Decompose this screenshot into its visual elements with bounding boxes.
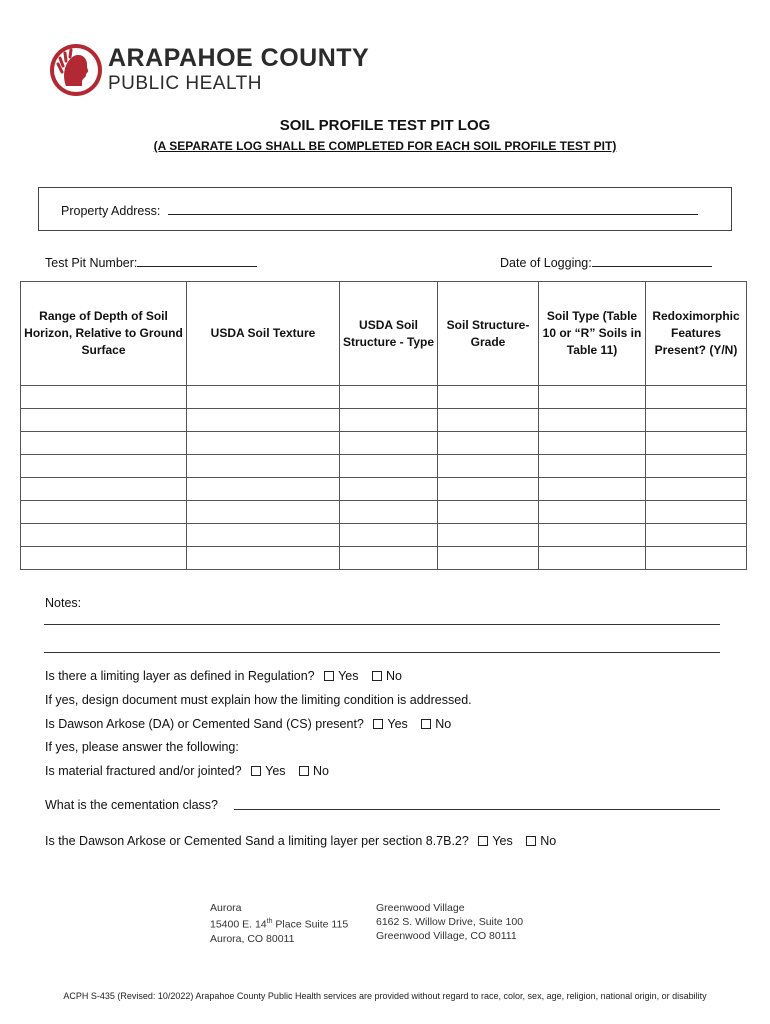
table-cell[interactable] [438,386,539,409]
yes-checkbox[interactable] [373,719,383,729]
date-of-logging-field[interactable] [592,255,712,267]
test-pit-number-row [45,255,257,270]
table-cell[interactable] [340,432,438,455]
table-cell[interactable] [539,409,646,432]
question-text: Is Dawson Arkose (DA) or Cemented Sand (CS) present? [45,717,364,731]
table-cell[interactable] [438,455,539,478]
yes-checkbox[interactable] [478,836,488,846]
limiting-layer-question [45,669,402,683]
table-cell[interactable] [187,432,340,455]
office-city: Greenwood Village, CO 80111 [376,930,517,942]
test-pit-number-label: Test Pit Number: [45,256,138,270]
no-checkbox[interactable] [526,836,536,846]
table-cell[interactable] [340,524,438,547]
table-cell[interactable] [438,547,539,570]
no-label: No [385,669,402,683]
office-street: 15400 E. 14th Place Suite 115 [210,918,349,931]
table-row [21,386,747,409]
table-cell[interactable] [646,501,747,524]
org-name: ARAPAHOE COUNTY [108,44,370,72]
table-cell[interactable] [340,386,438,409]
page-subtitle: (A SEPARATE LOG SHALL BE COMPLETED FOR EACH SOIL PROFILE TEST PIT) [153,139,617,153]
yes-checkbox[interactable] [251,766,261,776]
table-cell[interactable] [646,455,747,478]
no-checkbox[interactable] [372,671,382,681]
table-cell[interactable] [646,386,747,409]
question-text: What is the cementation class? [45,798,218,812]
table-cell[interactable] [21,432,187,455]
table-cell[interactable] [21,409,187,432]
table-cell[interactable] [187,478,340,501]
column-header: Soil Type (Table 10 or “R” Soils in Table 11) [539,282,646,386]
yes-checkbox[interactable] [324,671,334,681]
table-cell[interactable] [21,386,187,409]
property-address-box [38,187,732,231]
yes-label: Yes [387,717,408,731]
no-checkbox[interactable] [299,766,309,776]
yes-label: Yes [492,834,513,848]
table-cell[interactable] [187,547,340,570]
table-cell[interactable] [646,524,747,547]
yes-label: Yes [265,764,286,778]
cementation-question [45,798,218,812]
no-checkbox[interactable] [421,719,431,729]
form-footer: ACPH S-435 (Revised: 10/2022) Arapahoe County Public Health services are provided without regard to race, color, sex, age, religion, national origin, or disability [63,991,707,1001]
logo-emblem-icon [48,42,104,98]
table-row [21,547,747,570]
table-cell[interactable] [539,478,646,501]
org-logo [48,42,388,102]
test-pit-number-field[interactable] [137,255,257,267]
question-text: Is the Dawson Arkose or Cemented Sand a limiting layer per section 8.7B.2? [45,834,469,848]
no-label: No [435,717,452,731]
date-of-logging-row [500,255,712,270]
office-name: Greenwood Village [376,902,465,914]
org-subname: PUBLIC HEALTH [108,73,262,94]
limiting-followup: If yes, design document must explain how the limiting condition is addressed. [45,693,472,707]
column-header: Range of Depth of Soil Horizon, Relative to Ground Surface [21,282,187,386]
table-cell[interactable] [340,478,438,501]
notes-line[interactable] [44,624,720,625]
table-cell[interactable] [438,432,539,455]
column-header: USDA Soil Texture [187,282,340,386]
question-text: Is material fractured and/or jointed? [45,764,242,778]
table-cell[interactable] [539,432,646,455]
notes-line[interactable] [44,652,720,653]
table-body [21,386,747,570]
dawson-arkose-question [45,717,451,731]
no-label: No [540,834,557,848]
table-cell[interactable] [187,524,340,547]
notes-label: Notes: [45,596,82,610]
table-cell[interactable] [438,478,539,501]
table-row [21,432,747,455]
table-cell[interactable] [340,501,438,524]
table-cell[interactable] [438,524,539,547]
column-header: Soil Structure- Grade [438,282,539,386]
page-title: SOIL PROFILE TEST PIT LOG [279,117,491,134]
table-row [21,455,747,478]
date-of-logging-label: Date of Logging: [500,256,592,270]
table-cell[interactable] [21,547,187,570]
property-address-label: Property Address: [61,204,161,218]
question-text: Is there a limiting layer as defined in Regulation? [45,669,315,683]
table-cell[interactable] [438,501,539,524]
yes-label: Yes [338,669,359,683]
office-street: 6162 S. Willow Drive, Suite 100 [376,916,524,928]
table-cell[interactable] [539,455,646,478]
table-cell[interactable] [646,547,747,570]
table-cell[interactable] [187,455,340,478]
column-header: Redoximorphic Features Present? (Y/N) [646,282,747,386]
no-label: No [313,764,329,778]
table-cell[interactable] [646,432,747,455]
table-row [21,478,747,501]
property-address-field[interactable] [168,203,698,215]
fractured-question [45,764,329,778]
limiting-layer-section-question [45,834,556,848]
cementation-class-field[interactable] [234,809,720,810]
aurora-office-address [210,901,348,946]
soil-profile-table [20,281,747,570]
table-cell[interactable] [187,386,340,409]
dawson-followup: If yes, please answer the following: [45,740,239,754]
table-cell[interactable] [539,524,646,547]
table-cell[interactable] [539,386,646,409]
table-cell[interactable] [21,455,187,478]
office-name: Aurora [210,902,242,914]
table-cell[interactable] [21,524,187,547]
table-row [21,501,747,524]
office-city: Aurora, CO 80011 [210,932,295,945]
table-cell[interactable] [187,501,340,524]
table-cell[interactable] [340,455,438,478]
table-cell[interactable] [438,409,539,432]
table-cell[interactable] [187,409,340,432]
table-row [21,409,747,432]
table-cell[interactable] [340,409,438,432]
table-cell[interactable] [646,478,747,501]
table-header-row [21,282,747,386]
table-cell[interactable] [21,501,187,524]
column-header: USDA Soil Structure - Type [340,282,438,386]
table-cell[interactable] [21,478,187,501]
table-row [21,524,747,547]
greenwood-office-address [376,901,523,943]
table-cell[interactable] [340,547,438,570]
table-cell[interactable] [539,547,646,570]
table-cell[interactable] [646,409,747,432]
table-cell[interactable] [539,501,646,524]
